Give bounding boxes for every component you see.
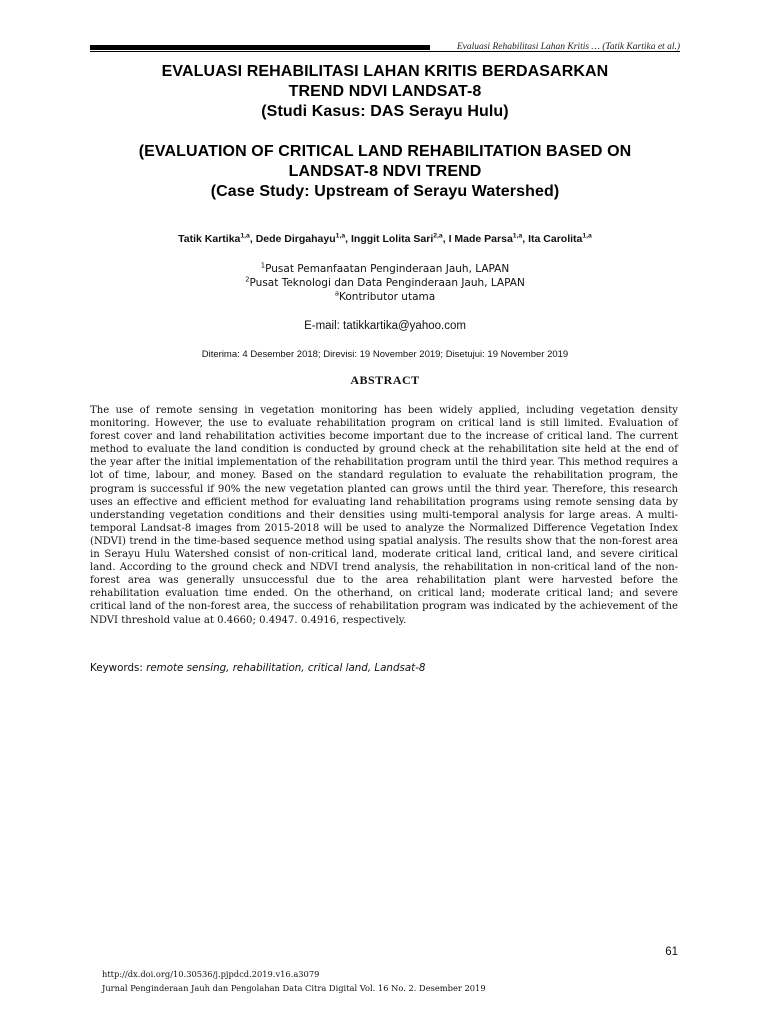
author-separator: ,: [249, 233, 256, 245]
author-separator: ,: [442, 233, 449, 245]
author: [351, 233, 449, 245]
page-footer: [102, 967, 486, 995]
author: [256, 233, 351, 245]
author-separator: ,: [522, 233, 529, 245]
author-name: Tatik Kartika: [178, 233, 241, 245]
affiliation-mark: 1: [260, 261, 266, 270]
author-affiliation-mark: 1,a: [240, 232, 250, 240]
keywords: [90, 662, 680, 674]
title-id-line-3: (Studi Kasus: DAS Serayu Hulu): [261, 103, 509, 120]
journal-citation: Jurnal Penginderaan Jauh dan Pengolahan Data Citra Digital Vol. 16 No. 2. Desember 2019: [102, 983, 486, 993]
author: [449, 233, 529, 245]
affiliation-text: Pusat Pemanfaatan Penginderaan Jauh, LAPAN: [265, 263, 510, 275]
header-rule-thick: [90, 45, 430, 50]
author-name: Dede Dirgahayu: [255, 233, 336, 245]
corresponding-email: E-mail: tatikkartika@yahoo.com: [304, 320, 466, 332]
doi-link[interactable]: http://dx.doi.org/10.30536/j.pjpdcd.2019.v16.a3079: [102, 969, 320, 979]
page-number: 61: [665, 946, 678, 958]
author-separator: ,: [345, 233, 351, 245]
title-id-line-1: EVALUASI REHABILITASI LAHAN KRITIS BERDASARKAN: [161, 63, 609, 80]
running-head: Evaluasi Rehabilitasi Lahan Kritis … (Tatik Kartika et al.): [456, 42, 680, 52]
author-affiliation-mark: 1,a: [582, 232, 592, 240]
affiliation-mark: 2: [245, 275, 250, 284]
author-affiliation-mark: 1,a: [512, 232, 523, 240]
author-name: Inggit Lolita Sari: [350, 233, 434, 245]
affiliation: [90, 290, 680, 304]
abstract-heading: ABSTRACT: [350, 373, 420, 387]
author-affiliation-mark: 2,a: [433, 232, 443, 240]
abstract-body: The use of remote sensing in vegetation monitoring has been widely applied, including vegetation density monitoring. However, the use to evaluate rehabilitation program on critical land is still limited. Evaluation of forest cover and land rehabilitation activities become important due to the increase of critical land. The current method to evaluate the land condition is conducted by ground check at the rehabilitation site held at the end of the year after the initial implementation of the rehabilitation program until the third year. This method requires a lot of time, labour, and money. Based on the standard regulation to evaluate the rehabilitation program, the program is successful if 90% the new vegetation planted can grows until the third year. Therefore, this research uses an effective and efficient method for evaluating land rehabilitation programs using remote sensing data by understanding vegetation conditions and their densities using multi-temporal analysis for large areas. A multi-temporal Landsat-8 images from 2015-2018 will be used to analyze the Normalized Difference Vegetation Index (NDVI) trend in the time-based sequence method using spatial analysis. The results show that the non-forest area in Serayu Hulu Watershed consist of non-critical land, moderate critical land, critical land, and severe ciritical land. According to the ground check and NDVI trend analysis, the rehabilitation in non-critical land of the non-forest area was generally unsuccessful due to the area rehabilitation plant were harvested before the rehabilitation evaluation time ended. On the otherhand, on critical land; moderate critical land; and severe critical land of the non-forest area, the success of rehabilitation program was indicated by the achievement of the NDVI threshold value at 0.4660; 0.4947. 0.4916, respectively.: [90, 405, 678, 626]
affiliation-mark: a: [334, 289, 339, 298]
author-name: I Made Parsa: [448, 233, 513, 245]
author-name: Ita Carolita: [528, 233, 583, 245]
affiliations: [90, 262, 680, 304]
title-en-line-2: LANDSAT-8 NDVI TREND: [288, 163, 482, 180]
affiliation-text: Pusat Teknologi dan Data Penginderaan Jauh, LAPAN: [249, 277, 525, 289]
keywords-values: remote sensing, rehabilitation, critical land, Landsat-8: [146, 662, 426, 674]
submission-dates: Diterima: 4 Desember 2018; Direvisi: 19 November 2019; Disetujui: 19 November 2019: [201, 349, 569, 360]
author: [178, 233, 256, 245]
author-list: [90, 233, 680, 245]
affiliation: [90, 276, 680, 290]
author: [528, 233, 592, 245]
title-spacer: [90, 122, 680, 142]
affiliation-text: Kontributor utama: [339, 291, 436, 303]
affiliation: [90, 262, 680, 276]
title-en-line-3: (Case Study: Upstream of Serayu Watershed): [210, 183, 560, 200]
author-affiliation-mark: 1,a: [335, 232, 346, 240]
title-id-line-2: TREND NDVI LANDSAT-8: [288, 83, 482, 100]
title-en-line-1: (EVALUATION OF CRITICAL LAND REHABILITATION BASED ON: [138, 143, 632, 160]
keywords-label: Keywords:: [90, 662, 147, 674]
title-block: [90, 62, 680, 202]
